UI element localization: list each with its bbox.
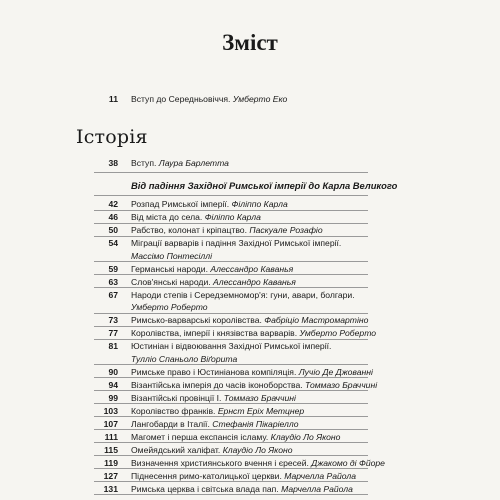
page-number: 54 (108, 238, 118, 248)
page-number: 63 (108, 276, 118, 287)
entry-author: Умберто Роберто (131, 302, 208, 313)
entry-text: Піднесення римо-католицької церкви. Марчелла Райола (131, 470, 356, 481)
divider (94, 195, 368, 196)
divider (94, 172, 368, 173)
page-number: 119 (104, 457, 118, 468)
divider (94, 494, 368, 495)
entry-text: Візантійська імперія до часів іконоборства. Томмазо Браччині (131, 379, 378, 390)
entry-text: Лангобарди в Італії. Стефанія Пікаріелло (131, 418, 299, 429)
entry-text: Вступ до Середньовіччя. Умберто Еко (131, 94, 288, 104)
entry-text: Від міста до села. Філіппо Карла (131, 212, 261, 222)
entry-author: Марчелла Райола (284, 470, 356, 481)
page-number: 115 (104, 444, 118, 455)
entry-author: Томмазо Браччині (223, 392, 296, 403)
entry-author: Клаудіо Ло Яконо (270, 431, 341, 442)
page-number: 103 (103, 405, 118, 416)
entry-author: Стефанія Пікаріелло (212, 418, 299, 429)
entry-author: Томмазо Браччині (305, 379, 378, 390)
page-title: Зміст (222, 30, 278, 55)
entry-author: Джакомо ді Фйоре (311, 457, 385, 468)
entry-author: Паскуале Розафіо (249, 225, 323, 235)
entry-author: Філіппо Карла (204, 212, 261, 222)
entry-author: Алессандро Каванья (210, 263, 294, 274)
page-number: 73 (108, 315, 118, 326)
page-number: 107 (103, 418, 118, 429)
section-title: Історія (76, 126, 148, 148)
entry-author: Тулліо Спаньоло Віґорита (131, 353, 238, 364)
page-number: 81 (108, 341, 118, 352)
toc-entry-intro[interactable] (0, 92, 500, 106)
toc-entry[interactable] (0, 288, 500, 302)
entry-text: Рабство, колонат і кріпацтво. Паскуале Розафіо (131, 225, 323, 235)
page-number: 90 (108, 366, 118, 377)
page-number: 42 (108, 199, 118, 209)
entry-text: Омейядський халіфат. Клаудіо Ло Яконо (131, 444, 293, 455)
entry-author: Філіппо Карла (231, 199, 288, 209)
entry-text: Германські народи. Алессандро Каванья (131, 263, 294, 274)
toc-entry-section-intro[interactable] (0, 156, 500, 170)
entry-author: Клаудіо Ло Яконо (222, 444, 293, 455)
entry-text: Розпад Римської імперії. Філіппо Карла (131, 199, 288, 209)
entry-author: Лучіо Де Джованні (298, 366, 373, 377)
entry-text: Слов'янські народи. Алессандро Каванья (131, 276, 296, 287)
page-number: 127 (103, 470, 118, 481)
entry-text: Міграції варварів і падіння Західної Римської імперії. (131, 238, 342, 248)
page-number: 131 (103, 483, 118, 494)
entry-author: Алессандро Каванья (213, 276, 296, 287)
toc-entry[interactable] (0, 339, 500, 353)
entry-text: Королівство франків. Ернст Еріх Метцнер (131, 405, 305, 416)
entry-text: Королівства, імперії і князівства варварів. Умберто Роберто (131, 328, 377, 339)
page-number: 99 (108, 392, 118, 403)
entry-author: Марчелла Райола (281, 483, 353, 494)
entry-author: Умберто Роберто (299, 328, 377, 339)
entry-author: Лаура Барлетта (158, 158, 229, 168)
page-number: 94 (108, 379, 118, 390)
page-number: 50 (108, 225, 118, 235)
entry-author: Ернст Еріх Метцнер (217, 405, 305, 416)
toc-entry[interactable] (0, 236, 500, 250)
entry-text: Магомет і перша експансія ісламу. Клаудіо Ло Яконо (131, 431, 341, 442)
page-number: 38 (108, 158, 118, 168)
subsection-title: Від падіння Західної Римської імперії до Карла Великого (131, 180, 398, 191)
entry-author: Умберто Еко (232, 94, 288, 104)
entry-author: Массімо Понтесіллі (131, 250, 212, 261)
page-number: 67 (108, 289, 118, 300)
entry-text: Вступ. Лаура Барлетта (131, 158, 229, 168)
entry-text: Юстиніан і відвоювання Західної Римської імперії. (131, 341, 332, 352)
entry-text: Народи степів і Середземномор'я: гуни, авари, болгари. (131, 289, 355, 300)
page-number: 77 (108, 328, 118, 339)
entry-author: Фабріціо Мастромартіно (264, 315, 369, 326)
page-number: 111 (104, 431, 118, 442)
page-number: 59 (108, 263, 118, 274)
entry-text: Римське право і Юстиніанова компіляція. Лучіо Де Джованні (131, 366, 373, 377)
page-number: 46 (108, 212, 118, 222)
entry-text: Римська церква і світська влада пап. Марчелла Райола (131, 483, 353, 494)
entry-text: Римсько-варварські королівства. Фабріціо Мастромартіно (131, 315, 369, 326)
entry-text: Візантійські провінції І. Томмазо Браччині (131, 392, 296, 403)
entry-text: Визначення християнського вчення і єресей. Джакомо ді Фйоре (131, 457, 385, 468)
page-number: 11 (108, 94, 118, 104)
